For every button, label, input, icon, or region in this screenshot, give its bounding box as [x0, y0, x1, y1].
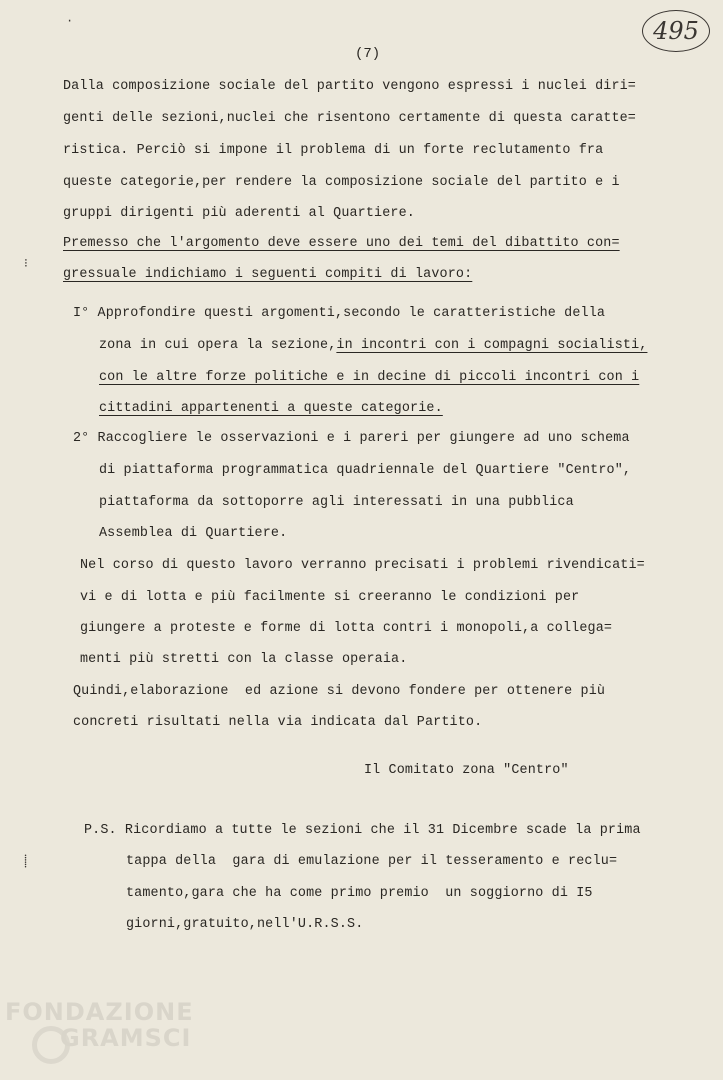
paragraph-line: gruppi dirigenti più aderenti al Quartiere. [63, 206, 415, 221]
underlined-phrase: in incontri con i compagni socialisti, [336, 338, 648, 353]
paragraph-line: queste categorie,per rendere la composizione sociale del partito e i [63, 175, 620, 190]
underlined-line: gressuale indichiamo i seguenti compiti di lavoro: [63, 267, 473, 282]
paragraph-line: menti più stretti con la classe operaia. [80, 652, 408, 667]
list-item-1-line: I° Approfondire questi argomenti,secondo le caratteristiche della [73, 306, 606, 321]
paragraph-line: Nel corso di questo lavoro verranno precisati i problemi rivendicati= [80, 558, 645, 573]
paragraph-line: Dalla composizione sociale del partito vengono espressi i nuclei diri= [63, 79, 636, 94]
postscript-line: tappa della gara di emulazione per il tesseramento e reclu= [126, 854, 618, 869]
page-number: (7) [355, 46, 381, 62]
underlined-line: con le altre forze politiche e in decine di piccoli incontri con i [99, 370, 640, 385]
list-item-1-line: zona in cui opera la sezione,in incontri con i compagni socialisti, [99, 338, 648, 353]
list-item-2-line: 2° Raccogliere le osservazioni e i pareri per giungere ad uno schema [73, 431, 630, 446]
postscript-line: tamento,gara che ha come primo premio un soggiorno di I5 [126, 886, 593, 901]
ink-speck: · [66, 14, 74, 28]
paragraph-line: Quindi,elaborazione ed azione si devono fondere per ottenere più [73, 684, 606, 699]
list-item-2-line: di piattaforma programmatica quadriennale del Quartiere "Centro", [99, 463, 632, 478]
margin-mark: ⸽ [24, 855, 28, 869]
list-item-2-line: Assemblea di Quartiere. [99, 526, 288, 541]
paragraph-line: vi e di lotta e più facilmente si creeranno le condizioni per [80, 590, 580, 605]
paragraph-line: concreti risultati nella via indicata dal Partito. [73, 715, 483, 730]
paragraph-line: ristica. Perciò si impone il problema di un forte reclutamento fra [63, 143, 604, 158]
paragraph-line: genti delle sezioni,nuclei che risentono certamente di questa caratte= [63, 111, 636, 126]
postscript-line: P.S. Ricordiamo a tutte le sezioni che il 31 Dicembre scade la prima [84, 823, 641, 838]
underlined-line: Premesso che l'argomento deve essere uno dei temi del dibattito con= [63, 236, 620, 251]
watermark-text: FONDAZIONE [5, 998, 194, 1026]
underlined-line: cittadini appartenenti a queste categorie. [99, 401, 443, 416]
archive-number-stamp: 495 [642, 10, 710, 52]
margin-mark: ⁝ [24, 257, 28, 271]
paragraph-line: giungere a proteste e forme di lotta contri i monopoli,a collega= [80, 621, 613, 636]
list-item-2-line: piattaforma da sottoporre agli interessati in una pubblica [99, 495, 574, 510]
signature-line: Il Comitato zona "Centro" [364, 763, 569, 778]
postscript-line: giorni,gratuito,nell'U.R.S.S. [126, 917, 364, 932]
watermark-text: GRAMSCI [60, 1024, 192, 1052]
